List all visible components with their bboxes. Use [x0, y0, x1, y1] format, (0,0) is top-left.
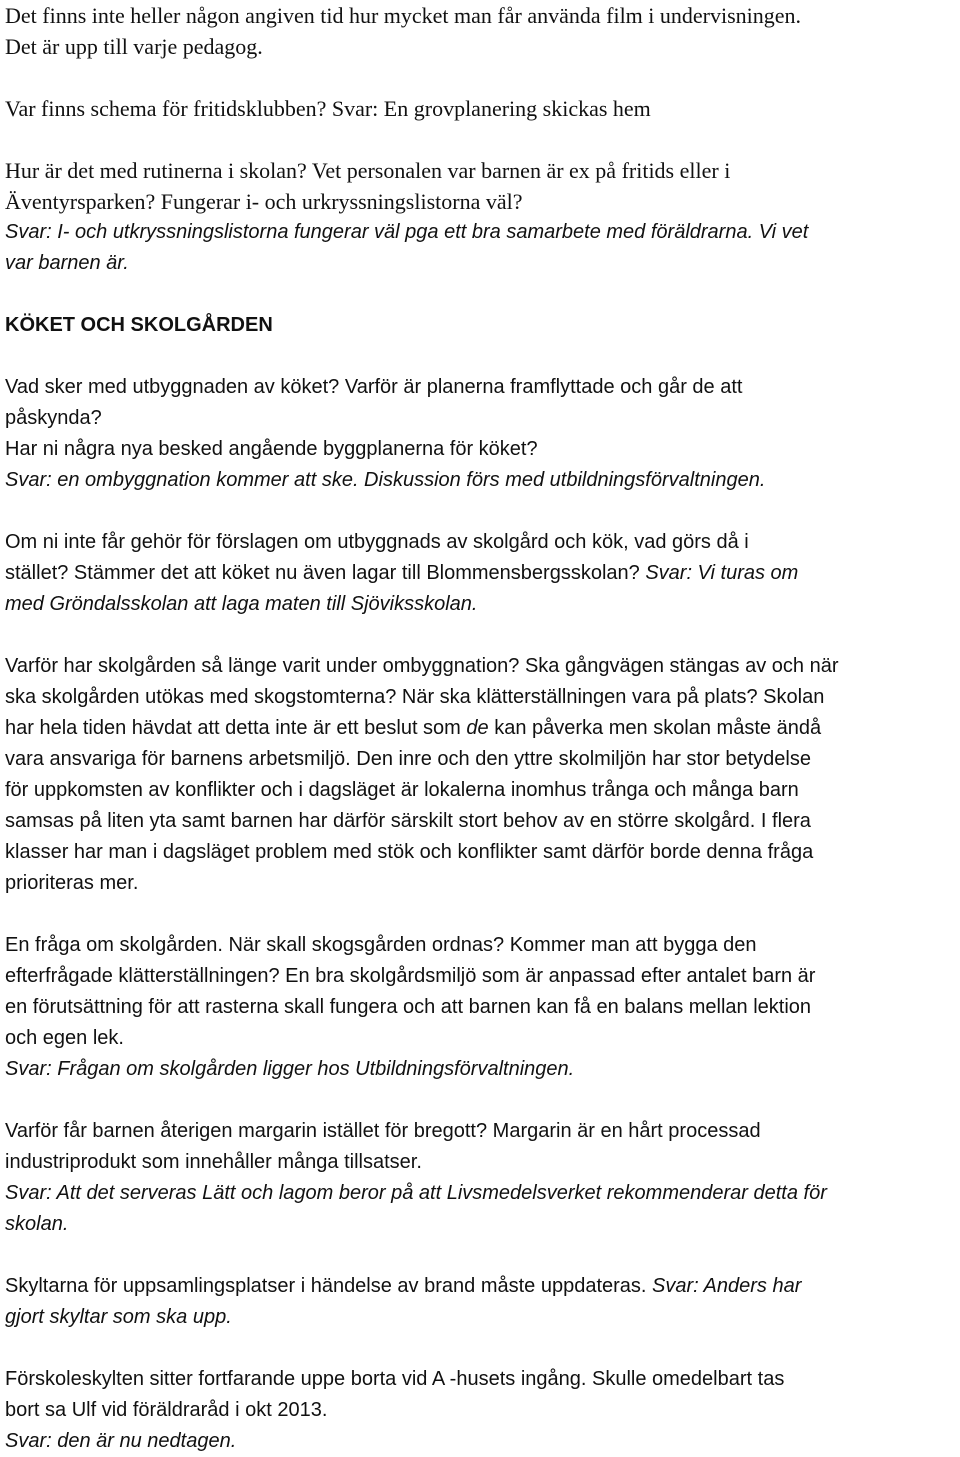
answer-line: skolan. [5, 1213, 69, 1235]
paragraph-line: vara ansvariga för barnens arbetsmiljö. Den inre och den yttre skolmiljön har stor betydelse [5, 748, 811, 770]
paragraph-line: industriprodukt som innehåller många tillsatser. [5, 1151, 422, 1173]
paragraph-gap [5, 899, 955, 930]
answer-line: gjort skyltar som ska upp. [5, 1306, 232, 1328]
document-page [5, 0, 955, 1457]
paragraph-line: samsas på liten yta samt barnen har därför särskilt stort behov av en större skolgård. I flera [5, 810, 811, 832]
answer-line: Svar: Frågan om skolgården ligger hos Utbildningsförvaltningen. [5, 1058, 575, 1080]
paragraph-line: prioriteras mer. [5, 872, 139, 894]
paragraph-gap [5, 496, 955, 527]
paragraph-line: Varför får barnen återigen margarin istället för bregott? Margarin är en hårt processad [5, 1120, 761, 1142]
paragraph-line: och egen lek. [5, 1027, 124, 1049]
paragraph-line: klasser har man i dagsläget problem med stök och konflikter samt därför borde denna fråga [5, 841, 814, 863]
paragraph-line: Om ni inte får gehör för förslagen om utbyggnads av skolgård och kök, vad görs då i [5, 531, 749, 553]
paragraph-line: bort sa Ulf vid föräldraråd i okt 2013. [5, 1399, 328, 1421]
paragraph-line: en förutsättning för att rasterna skall fungera och att barnen kan få en balans mellan lektion [5, 996, 812, 1018]
answer-line: med Gröndalsskolan att laga maten till Sjöviksskolan. [5, 593, 478, 615]
paragraph-line [5, 93, 955, 124]
paragraph-gap [5, 1085, 955, 1116]
paragraph-gap [5, 1333, 955, 1364]
paragraph-gap [5, 62, 955, 93]
paragraph-line: Det finns inte heller någon angiven tid hur mycket man får använda film i undervisningen. [5, 3, 802, 28]
answer-line: Svar: I- och utkryssningslistorna fungerar väl pga ett bra samarbete med föräldrarna. Vi vet [5, 221, 809, 243]
question-text: Var finns schema för fritidsklubben? [5, 96, 327, 121]
paragraph-line: Varför har skolgården så länge varit under ombyggnation? Ska gångvägen stängas av och när [5, 655, 839, 677]
paragraph-line: för uppkomsten av konflikter och i dagsläget är lokalerna inomhus trånga och många barn [5, 779, 799, 801]
paragraph-gap [5, 341, 955, 372]
paragraph-line: Förskoleskylten sitter fortfarande uppe borta vid A -husets ingång. Skulle omedelbart tas [5, 1368, 785, 1390]
paragraph-line: påskynda? [5, 407, 102, 429]
answer-text: Svar: Anders har [646, 1275, 802, 1297]
paragraph-line [5, 713, 955, 744]
paragraph-line [5, 558, 955, 589]
text-span: har hela tiden hävdat att detta inte är ett beslut som [5, 717, 467, 739]
answer-text: Svar: En grovplanering skickas hem [326, 96, 651, 121]
paragraph-line [5, 1271, 955, 1302]
paragraph-line: Hur är det med rutinerna i skolan? Vet personalen var barnen är ex på fritids eller i [5, 158, 731, 183]
answer-text: Svar: Vi turas om [639, 562, 799, 584]
answer-line: Svar: en ombyggnation kommer att ske. Diskussion förs med utbildningsförvaltningen. [5, 469, 766, 491]
paragraph-gap [5, 620, 955, 651]
paragraph-gap [5, 124, 955, 155]
paragraph-gap [5, 1240, 955, 1271]
question-text: stället? Stämmer det att köket nu även lagar till Blommensbergsskolan? [5, 562, 640, 584]
answer-line: Svar: den är nu nedtagen. [5, 1430, 237, 1452]
answer-line: var barnen är. [5, 252, 129, 274]
text-span: kan påverka men skolan måste ändå [488, 717, 822, 739]
paragraph-line: Har ni några nya besked angående byggplanerna för köket? [5, 438, 538, 460]
answer-line: Svar: Att det serveras Lätt och lagom beror på att Livsmedelsverket rekommenderar detta för [5, 1182, 827, 1204]
paragraph-line: Äventyrsparken? Fungerar i- och urkryssningslistorna väl? [5, 189, 523, 214]
paragraph-gap [5, 279, 955, 310]
section-heading: KÖKET OCH SKOLGÅRDEN [5, 314, 273, 336]
paragraph-line: En fråga om skolgården. När skall skogsgården ordnas? Kommer man att bygga den [5, 934, 757, 956]
paragraph-line: efterfrågade klätterställningen? En bra skolgårdsmiljö som är anpassad efter antalet barn är [5, 965, 816, 987]
emphasis-text: de [466, 717, 489, 739]
paragraph-line: ska skolgården utökas med skogstomterna? När ska klätterställningen vara på plats? Skolan [5, 686, 825, 708]
paragraph-line: Det är upp till varje pedagog. [5, 34, 263, 59]
paragraph-line: Vad sker med utbyggnaden av köket? Varför är planerna framflyttade och går de att [5, 376, 743, 398]
question-text: Skyltarna för uppsamlingsplatser i händelse av brand måste uppdateras. [5, 1275, 647, 1297]
